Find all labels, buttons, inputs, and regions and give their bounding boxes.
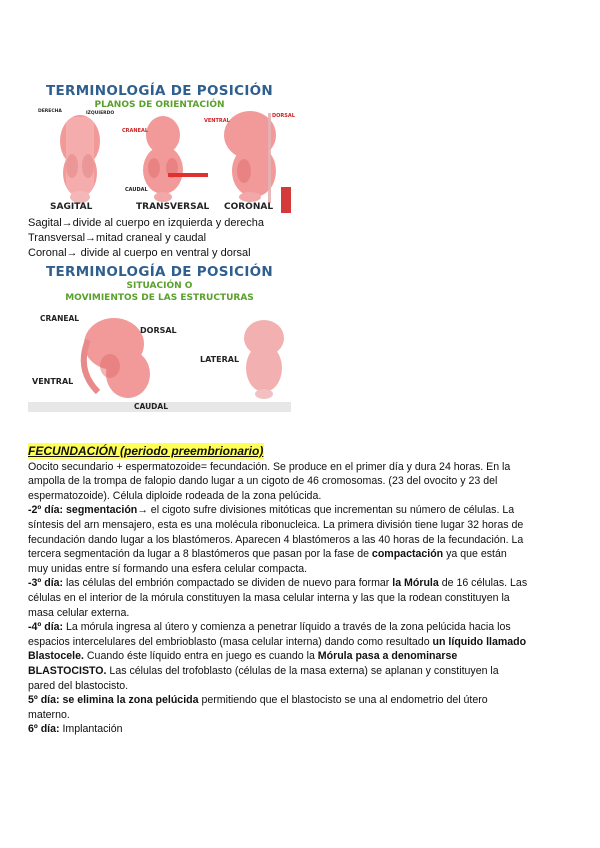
label-caudal: CAUDAL: [125, 187, 148, 193]
day6-paragraph: 6º día: Implantación: [28, 723, 123, 736]
label-derecha: DERECHA: [38, 109, 62, 114]
caption-transversal: Transversal→mitad craneal y caudal: [28, 232, 207, 244]
label-craneal-2: CRANEAL: [40, 314, 80, 323]
transversal-embryo: [143, 116, 208, 202]
day3-paragraph: -3º día: las células del embrión compactado se dividen de nuevo para formar la Mórula de 16 células. Las células en el interior de la mórula constituyen la masa celular interna y las que la rodean constituyen la masa celular externa.: [28, 577, 528, 619]
planes-figure-title: TERMINOLOGÍA DE POSICIÓN: [45, 83, 274, 99]
structures-embryo-illustration: [28, 260, 291, 412]
caption-sagital: Sagital→divide al cuerpo en izquierda y derecha: [28, 217, 265, 229]
label-dorsal-2: DORSAL: [140, 326, 177, 335]
label-coronal: CORONAL: [224, 202, 274, 212]
label-craneal: CRANEAL: [122, 128, 149, 134]
coronal-embryo: [224, 111, 276, 203]
intro-paragraph: Oocito secundario + espermatozoide= fecundación. Se produce en el primer día y dura 24 horas. En la ampolla de la trompa de falopio dando lugar a un cigoto de 46 cromosomas. (23 del ovocito y 23 del espermatozoide). Célula diploide rodeada de la zona pelúcida.: [28, 460, 511, 502]
label-ventral: VENTRAL: [204, 118, 230, 124]
label-lateral-2: LATERAL: [200, 355, 240, 364]
planes-figure: [28, 73, 295, 213]
label-izquierda: IZQUIERDO: [86, 111, 115, 116]
label-sagital: SAGITAL: [50, 202, 93, 212]
structures-figure-subtitle2: MOVIMIENTOS DE LAS ESTRUCTURAS: [65, 293, 254, 303]
section-heading: FECUNDACIÓN (periodo preembrionario): [28, 444, 264, 458]
label-caudal-2: CAUDAL: [134, 402, 168, 411]
structures-figure: [28, 260, 291, 412]
label-dorsal: DORSAL: [272, 113, 295, 119]
label-ventral-2: VENTRAL: [32, 377, 74, 386]
day2-paragraph: -2º día: segmentación→ el cigoto sufre divisiones mitóticas que incrementan su número de células. La síntesis del arn mensajero, esta es una molécula ribonucleica. La primera división tiene lugar 32 horas de fecundación dando lugar a los blastómeros. Aparecen 4 blastómeros a las 40 horas de la fecundación. La tercera segmentación da lugar a 8 blastómeros que pasan por la fase de compactación ya que están muy unidas entre sí formando una esfera celular compacta.: [28, 504, 524, 575]
structures-figure-title: TERMINOLOGÍA DE POSICIÓN: [45, 264, 274, 280]
sagittal-embryo: [60, 115, 100, 203]
planes-embryo-illustration: [28, 73, 291, 213]
structures-figure-subtitle1: SITUACIÓN O: [126, 281, 193, 291]
fecundacion-section: [28, 443, 528, 737]
caption-coronal: Coronal→ divide al cuerpo en ventral y dorsal: [28, 247, 251, 259]
day4-paragraph: -4º día: La mórula ingresa al útero y comienza a penetrar líquido a través de la zona pelúcida hacia los espacios intercelulares del embrioblasto (masa celular interna) dando como resultado un líquido llamado Blastocele. Cuando éste líquido entra en juego es cuando la Mórula pasa a denominarse BLASTOCISTO. Las células del trofoblasto (células de la masa externa) se aplanan y constituyen la pared del blastocisto.: [28, 621, 527, 692]
front-embryo: [244, 320, 284, 399]
day5-paragraph: 5º día: se elimina la zona pelúcida permitiendo que el blastocisto se una al endometrio del útero materno.: [28, 694, 488, 721]
planes-figure-subtitle: PLANOS DE ORIENTACIÓN: [94, 100, 225, 110]
label-transversal: TRANSVERSAL: [136, 202, 210, 212]
